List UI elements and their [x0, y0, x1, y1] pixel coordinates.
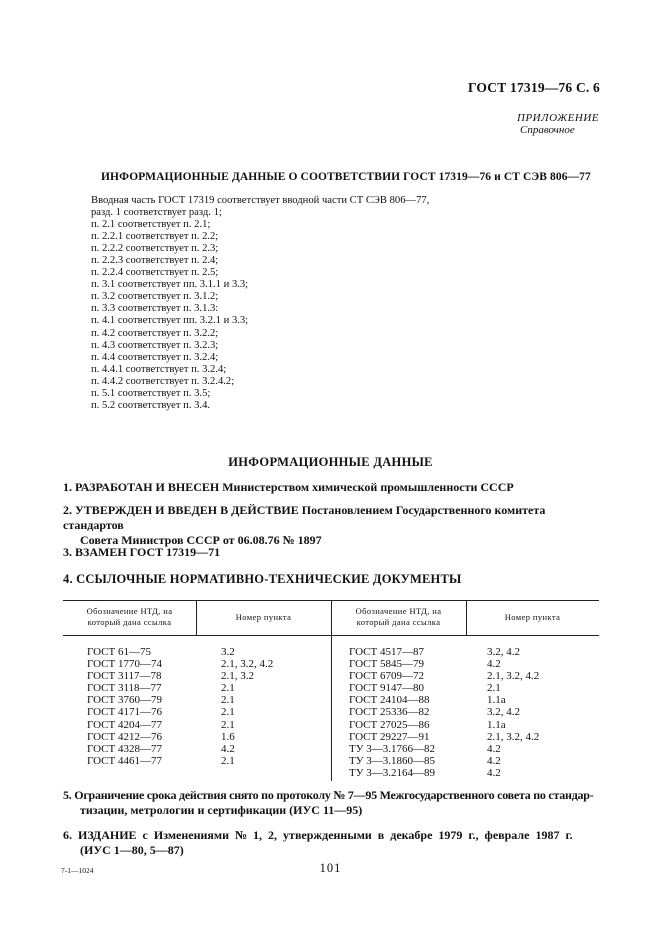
table-cell-doc: ГОСТ 4212—76	[87, 730, 162, 743]
correspondence-line: п. 4.4.1 соответствует п. 3.2.4;	[91, 363, 227, 375]
table-cell-doc: ТУ 3—3.1766—82	[349, 742, 436, 755]
correspondence-line: п. 4.4.2 соответствует п. 3.2.4.2;	[91, 375, 235, 387]
table-cell-doc: ГОСТ 3118—77	[87, 682, 162, 695]
table-cell-doc: ГОСТ 4204—77	[87, 718, 162, 731]
table-cell-doc: ГОСТ 3760—79	[87, 694, 162, 707]
table-cell-item: 4.2	[487, 742, 501, 755]
header-doc-line1: Обозначение НТД, на	[86, 606, 173, 616]
table-cell-doc: ГОСТ 25336—82	[349, 706, 430, 719]
info-item-4: 4. ССЫЛОЧНЫЕ НОРМАТИВНО-ТЕХНИЧЕСКИЕ ДОКУМЕНТЫ	[63, 572, 462, 586]
info-item-2	[63, 503, 598, 548]
table-cell-item: 2.1	[221, 754, 235, 767]
table-cell-item: 2.1, 3.2, 4.2	[221, 658, 274, 671]
table-cell-item: 4.2	[487, 766, 501, 779]
table-cell-doc: ГОСТ 24104—88	[349, 694, 430, 707]
header-doc-line1: Обозначение НТД, на	[355, 606, 442, 616]
table-cell-doc: ГОСТ 5845—79	[349, 658, 424, 671]
table-cell-item: 2.1	[221, 694, 235, 707]
table-cell-doc: ГОСТ 6709—72	[349, 670, 424, 683]
info-item-6	[63, 828, 603, 858]
correspondence-line: п. 2.2.2 соответствует п. 2.3;	[91, 243, 219, 255]
page-header: ГОСТ 17319—76 С. 6	[467, 80, 600, 95]
table-cell-item: 4.2	[487, 754, 501, 767]
table-cell-item: 1.1а	[487, 694, 506, 707]
header-doc-left	[63, 606, 196, 628]
appendix-title: ПРИЛОЖЕНИЕ	[517, 112, 599, 124]
page-number: 101	[319, 861, 342, 875]
table-cell-item: 2.1, 3.2, 4.2	[487, 670, 540, 683]
header-doc-right	[331, 606, 466, 628]
right-docs-column	[349, 646, 435, 779]
info-item-2-text1: Постановлением Государственного комитета стандартов	[63, 503, 546, 532]
appendix-subtitle: Справочное	[520, 124, 575, 136]
info-item-6-line2: (ИУС 1—80, 5—87)	[80, 843, 184, 857]
info-item-1-text: Министерством химической промышленности СССР	[222, 480, 514, 494]
correspondence-line: разд. 1 соответствует разд. 1;	[91, 207, 222, 219]
correspondence-line: п. 4.3 соответствует п. 3.2.3;	[91, 339, 219, 351]
header-doc-line2: который дана ссылка	[87, 617, 172, 627]
left-docs-column	[87, 646, 162, 767]
table-cell-item: 1.6	[221, 730, 235, 743]
header-doc-line2: который дана ссылка	[356, 617, 441, 627]
footer-code: 7-1—1024	[61, 866, 94, 875]
table-cell-item: 3.2, 4.2	[487, 646, 520, 658]
table-cell-doc: ГОСТ 61—75	[87, 646, 151, 658]
table-cell-item: 4.2	[221, 742, 235, 755]
correspondence-line: п. 2.2.4 соответствует п. 2.5;	[91, 267, 219, 279]
table-cell-doc: ГОСТ 29227—91	[349, 730, 430, 743]
table-cell-item: 2.1	[221, 718, 235, 731]
table-cell-doc: ГОСТ 4328—77	[87, 742, 162, 755]
correspondence-line: п. 3.1 соответствует пп. 3.1.1 и 3.3;	[91, 279, 249, 291]
right-items-column	[487, 646, 539, 779]
table-cell-item: 2.1, 3.2, 4.2	[487, 730, 540, 743]
correspondence-line: п. 4.2 соответствует п. 3.2.2;	[91, 327, 219, 339]
info-item-1-head: 1. РАЗРАБОТАН И ВНЕСЕН	[63, 480, 220, 494]
table-cell-doc: ГОСТ 4461—77	[87, 754, 162, 767]
table-cell-item: 4.2	[487, 658, 501, 671]
correspondence-list	[91, 195, 429, 412]
table-cell-doc: ГОСТ 1770—74	[87, 658, 162, 671]
table-cell-doc: ТУ 3—3.2164—89	[349, 766, 436, 779]
correspondence-line: п. 2.2.3 соответствует п. 2.4;	[91, 255, 219, 267]
info-title: ИНФОРМАЦИОННЫЕ ДАННЫЕ	[228, 455, 433, 469]
correspondence-line: п. 3.2 соответствует п. 3.1.2;	[91, 291, 219, 303]
info-item-1	[63, 480, 514, 495]
table-cell-item: 1.1а	[487, 718, 506, 731]
table-cell-doc: ГОСТ 4171—76	[87, 706, 162, 719]
info-item-2-text2: Совета Министров СССР от 06.08.76 № 1897	[80, 533, 322, 547]
left-items-column	[221, 646, 273, 767]
table-cell-item: 2.1	[221, 682, 235, 695]
correspondence-line: п. 3.3 соответствует п. 3.1.3:	[91, 303, 219, 315]
correspondence-line: п. 4.1 соответствует пп. 3.2.1 и 3.3;	[91, 315, 249, 327]
table-cell-item: 2.1, 3.2	[221, 670, 254, 683]
table-cell-item: 2.1	[487, 682, 501, 695]
info-item-5	[63, 788, 603, 818]
info-item-6-line1: 6. ИЗДАНИЕ с Изменениями № 1, 2, утвержденными в декабре 1979 г., феврале 1987 г.	[63, 828, 573, 842]
correspondence-title: ИНФОРМАЦИОННЫЕ ДАННЫЕ О СООТВЕТСТВИИ ГОСТ 17319—76 и СТ СЭВ 806—77	[101, 171, 591, 183]
correspondence-line: п. 4.4 соответствует п. 3.2.4;	[91, 351, 219, 363]
info-item-3	[63, 545, 220, 560]
table-cell-item: 3.2, 4.2	[487, 706, 520, 719]
info-item-5-line2: тизации, метрологии и сертификации (ИУС 11—95)	[80, 803, 363, 817]
table-cell-doc: ГОСТ 9147—80	[349, 682, 424, 695]
table-cell-item: 2.1	[221, 706, 235, 719]
table-cell-doc: ГОСТ 27025—86	[349, 718, 430, 731]
table-cell-doc: ГОСТ 4517—87	[349, 646, 424, 658]
correspondence-line: п. 5.2 соответствует п. 3.4.	[91, 399, 211, 411]
info-item-2-head: 2. УТВЕРЖДЕН И ВВЕДЕН В ДЕЙСТВИЕ	[63, 503, 299, 517]
info-item-3-text: 3. ВЗАМЕН ГОСТ 17319—71	[63, 545, 221, 559]
header-item-right: Номер пункта	[504, 612, 561, 622]
correspondence-line: п. 2.1 соответствует п. 2.1;	[91, 219, 211, 231]
table-cell-doc: ГОСТ 3117—78	[87, 670, 162, 683]
table-cell-item: 3.2	[221, 646, 235, 658]
correspondence-line: п. 2.2.1 соответствует п. 2.2;	[91, 231, 219, 243]
table-cell-doc: ТУ 3—3.1860—85	[349, 754, 436, 767]
correspondence-line: п. 5.1 соответствует п. 3.5;	[91, 387, 211, 399]
correspondence-line: Вводная часть ГОСТ 17319 соответствует вводной части СТ СЭВ 806—77,	[91, 195, 430, 206]
info-item-5-line1: 5. Ограничение срока действия снято по протоколу № 7—95 Межгосударственного совета по стандар-	[63, 788, 594, 802]
header-item-left: Номер пункта	[235, 612, 292, 622]
